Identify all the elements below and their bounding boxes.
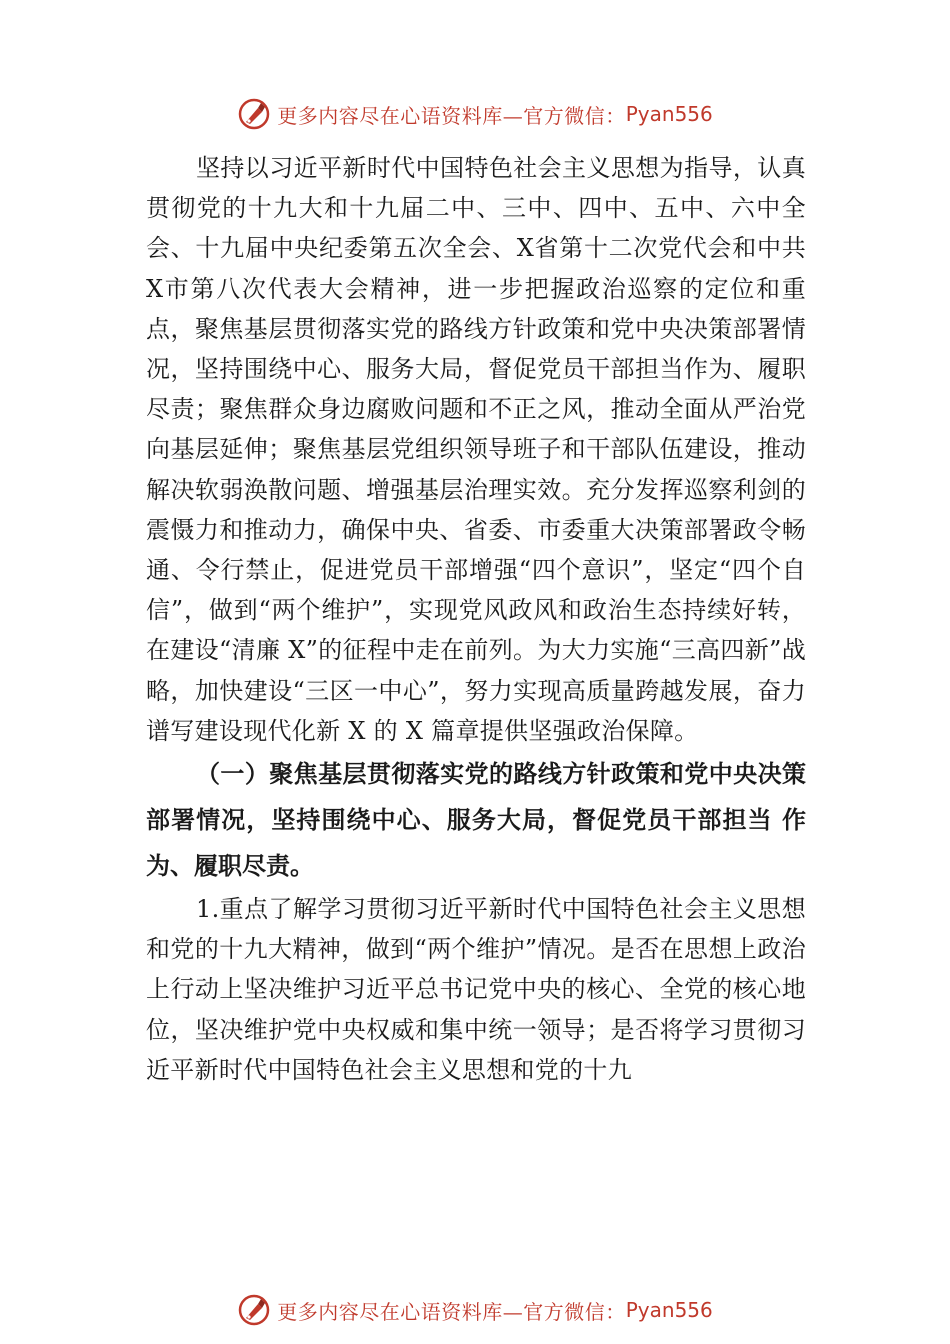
watermark-header xyxy=(0,94,950,134)
pen-nib-logo-icon xyxy=(237,1293,271,1327)
watermark-text: 更多内容尽在心语资料库—官方微信： xyxy=(277,103,626,128)
item-1-paragraph: 1.重点了解学习贯彻习近平新时代中国特色社会主义思想和党的十九大精神，做到“两个维护”情况。是否在思想上政治上行动上坚决维护习近平总书记党中央的核心、全党的核心地位，坚决维护党中央权威和集中统一领导；是否将学习贯彻习近平新时代中国特色社会主义思想和党的十九 xyxy=(146,895,806,1084)
pen-nib-logo-icon xyxy=(237,97,271,131)
section-heading: （一）聚焦基层贯彻落实党的路线方针政策和党中央决策部署情况，坚持围绕中心、服务大局，督促党员干部担当 作为、履职尽责。 xyxy=(146,759,806,881)
watermark-text: 更多内容尽在心语资料库—官方微信： xyxy=(277,1299,626,1324)
watermark-footer xyxy=(0,1290,950,1330)
watermark-contact: Pyan556 xyxy=(625,1298,713,1322)
watermark-contact: Pyan556 xyxy=(625,102,713,126)
intro-paragraph: 坚持以习近平新时代中国特色社会主义思想为指导，认真贯彻党的十九大和十九届二中、三中、四中、五中、六中全会、十九届中央纪委第五次全会、X省第十二次党代会和中共X市第八次代表大会精神，进一步把握政治巡察的定位和重点，聚焦基层贯彻落实党的路线方针政策和党中央决策部署情况，坚持围绕中心、服务大局，督促党员干部担当作为、履职尽责；聚焦群众身边腐败问题和不正之风，推动全面从严治党向基层延伸；聚焦基层党组织领导班子和干部队伍建设，推动解决软弱涣散问题、增强基层治理实效。充分发挥巡察利剑的震慑力和推动力，确保中央、省委、市委重大决策部署政令畅通、令行禁止，促进党员干部增强“四个意识”，坚定“四个自信”，做到“两个维护”，实现党风政风和政治生态持续好转，在建设“清廉 X”的征程中走在前列。为大力实施“三高四新”战略，加快建设“三区一中心”，努力实现高质量跨越发展，奋力谱写建设现代化新 X 的 X 篇章提供坚强政治保障。 xyxy=(146,154,806,745)
document-body xyxy=(146,148,806,1090)
